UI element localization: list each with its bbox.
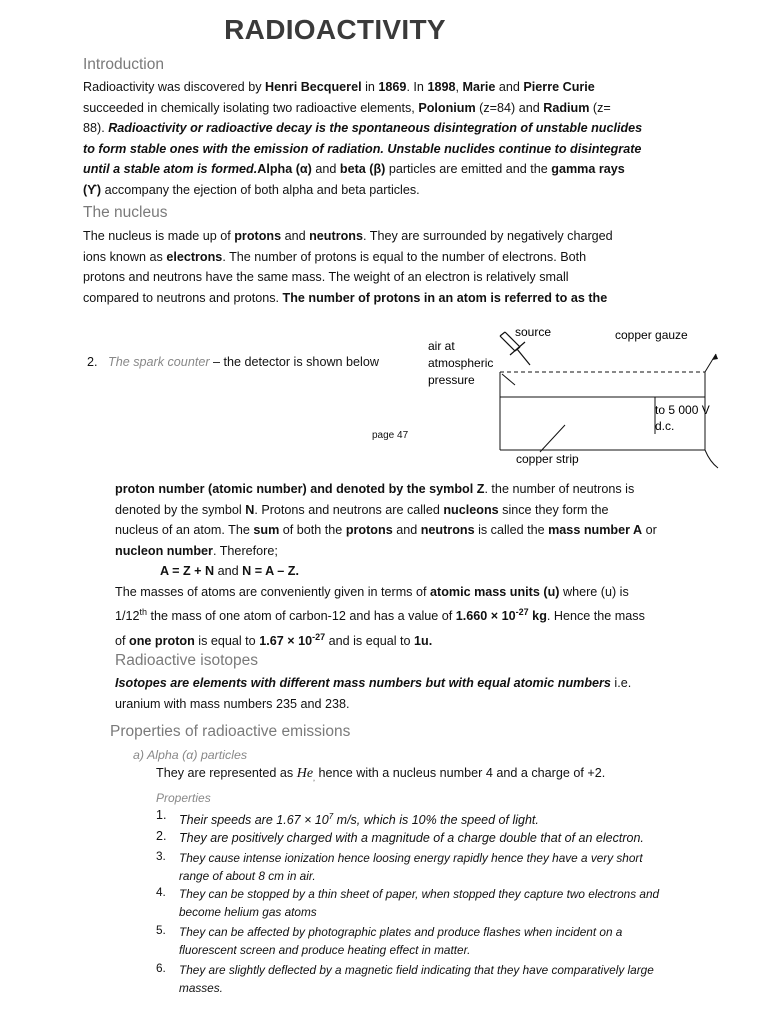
strip-pointer [540,425,565,452]
nucleus-paragraph: The nucleus is made up of protons and neutrons. They are surrounded by negatively charged ions known as electrons. The number of protons is equal to the number of electrons. Both protons and neutrons have the same mass. The weight of an electron is relatively small compared to neutrons and protons. The number of protons in an atom is referred to as the [83,229,613,305]
mass-number-equation: A = Z + N and N = A – Z. [160,564,299,578]
air-pointer [502,374,515,385]
strip-wire [705,450,718,468]
spark-counter-diagram [420,322,720,472]
introduction-heading: Introduction [83,56,164,73]
isotopes-paragraph: Isotopes are elements with different mass numbers but with equal atomic numbers i.e. uranium with mass numbers 235 and 238. [115,676,632,711]
nucleus-heading: The nucleus [83,204,168,221]
page-number: page 47 [372,430,409,441]
copper-gauze-label: copper gauze [615,328,688,342]
alpha-representation: They are represented as $He_,$ hence with a nucleus number 4 and a charge of +2. [156,766,606,783]
properties-subheading: Properties [156,791,211,805]
page-title: RADIOACTIVITY [224,14,446,45]
isotopes-heading: Radioactive isotopes [115,652,259,669]
source-label: source [515,325,552,339]
air-label-line3: pressure [428,373,475,387]
copper-strip-label: copper strip [516,452,579,466]
voltage-label-line1: to 5 000 V [655,403,710,417]
air-label-line1: air at [428,339,455,353]
air-label-line2: atmospheric [428,356,494,370]
voltage-label-line2: d.c. [655,419,675,433]
alpha-heading: a) Alpha (α) particles [133,748,248,762]
introduction-paragraph: Radioactivity was discovered by Henri Becquerel in 1869. In 1898, Marie and Pierre Curie succeeded in chemically isolating two radioactive elements, Polonium (z=84) and Radium (z= 88). Radioactivity or radioactive decay is the spontaneous disintegration of unstable nuclides to form stable ones with the emission of radiation. Unstable nuclides continue to disintegrate until a stable atom is formed.Alpha (α) and beta (β) particles are emitted and the gamma rays (ϒ) accompany the ejection of both alpha and beta particles. [83,80,643,197]
properties-heading: Properties of radioactive emissions [110,723,351,740]
spark-counter-caption: 2. The spark counter – the detector is shown below [87,355,379,369]
proton-paragraph: proton number (atomic number) and denoted by the symbol Z. the number of neutrons is denoted by the symbol N. Protons and neutrons are called nucleons since they form the nucleus of an atom. The sum of both the protons and neutrons is called the mass number A or nucleon number. Therefore; A = Z + N and N = A – Z. The masses of atoms are conveniently given in terms of atomic mass units (u) where (u) is 1/12th the mass of one atom of carbon-12 and has a value of $1.660 \times 10^{-27}$ kg. Hence the mass of one proton is equal to $1.67 \times 10^{-27}$ and is equal to 1u. [115,479,710,651]
